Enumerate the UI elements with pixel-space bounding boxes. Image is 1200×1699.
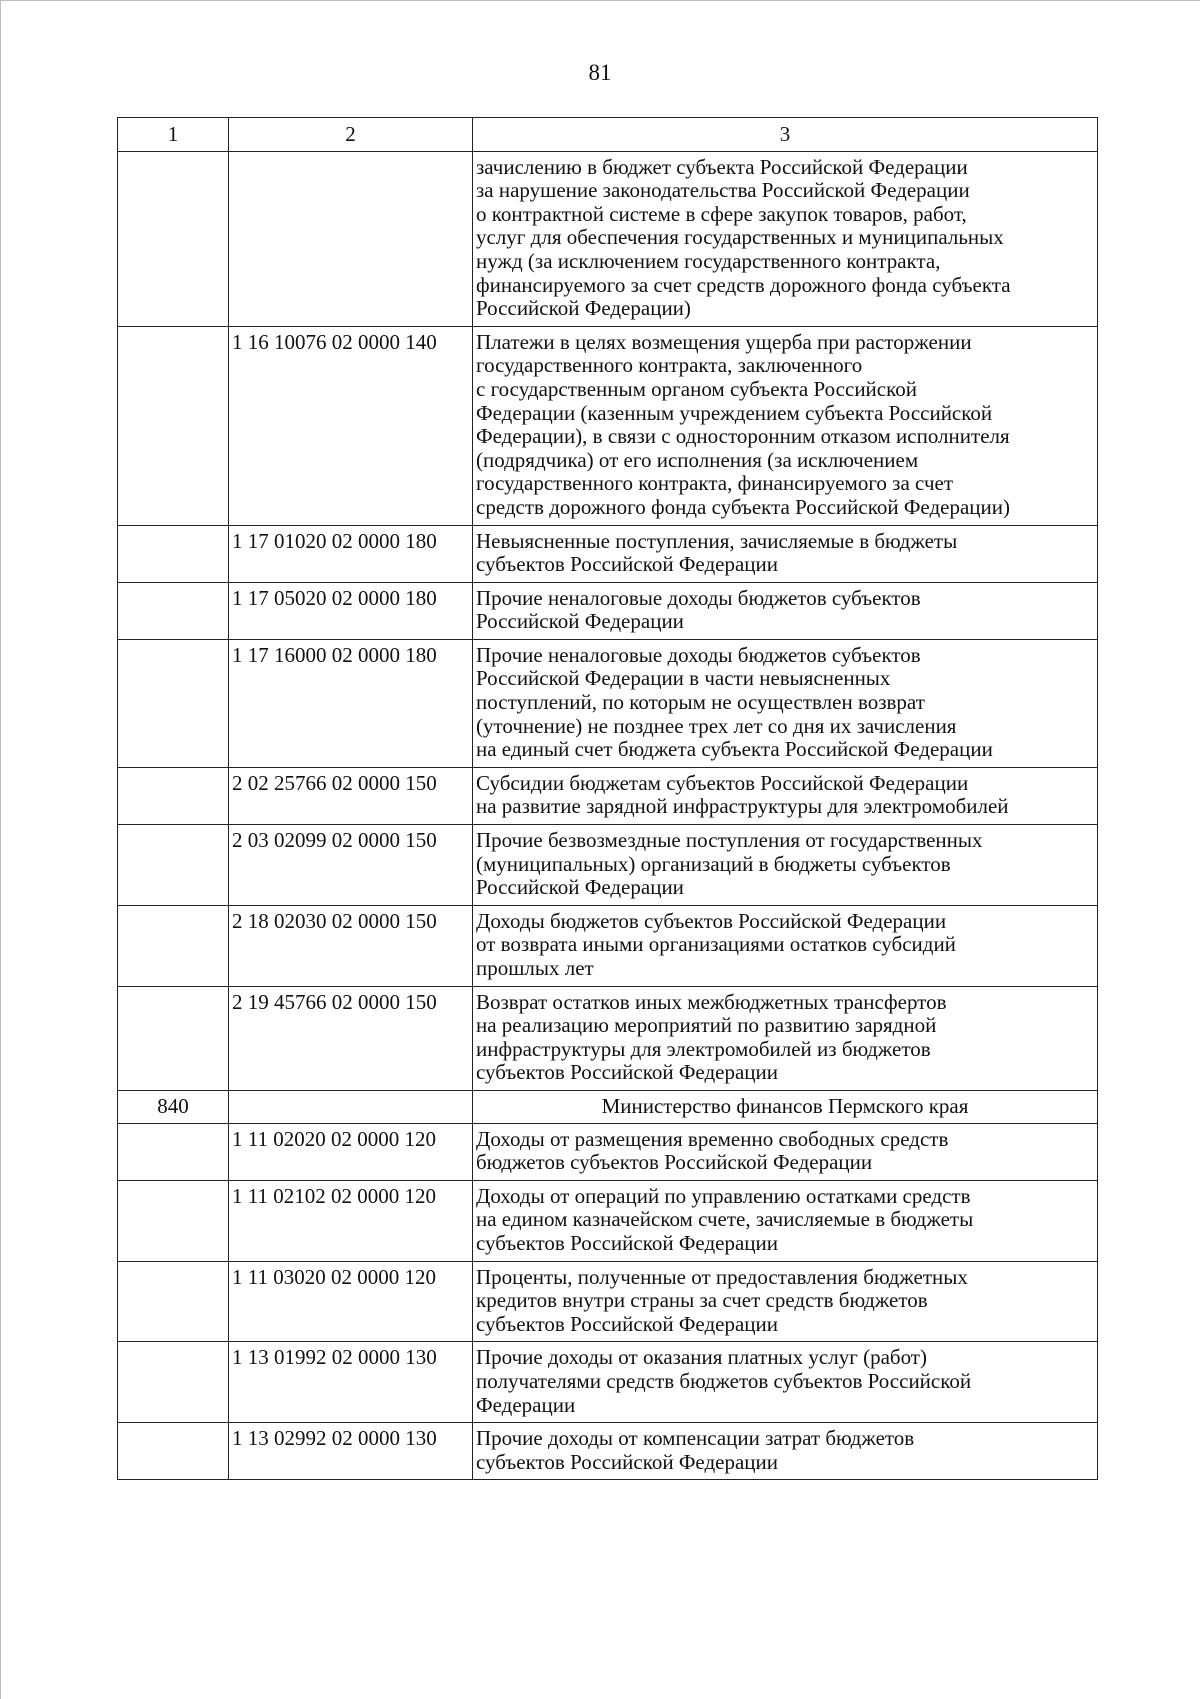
description-line: Федерации), в связи с односторонним отказом исполнителя [476, 424, 1010, 449]
table-body [118, 118, 1098, 1480]
description-line: государственного контракта, финансируемого за счет [476, 471, 954, 496]
revenue-description-cell [473, 767, 1098, 824]
description-line: бюджетов субъектов Российской Федерации [476, 1150, 873, 1175]
description-line: Российской Федерации [476, 875, 684, 900]
table-row [118, 639, 1098, 767]
description-line: Российской Федерации в части невыясненных [476, 666, 891, 691]
revenue-description-cell [473, 326, 1098, 525]
description-line: поступлений, по которым не осуществлен возврат [476, 690, 925, 715]
description-line: с государственным органом субъекта Российской [476, 376, 917, 401]
description-line: (муниципальных) организаций в бюджеты субъектов [476, 851, 951, 876]
description-line: финансируемого за счет средств дорожного фонда субъекта [476, 272, 1011, 297]
revenue-code-cell: 1 11 02102 02 0000 120 [229, 1180, 473, 1261]
administrator-section-row [118, 1090, 1098, 1123]
revenue-description-cell [473, 825, 1098, 906]
table-row [118, 986, 1098, 1090]
description-line: Прочие доходы от оказания платных услуг (работ) [476, 1345, 927, 1370]
description-line: Невыясненные поступления, зачисляемые в бюджеты [476, 528, 958, 553]
admin-code-cell [118, 825, 229, 906]
description-line: за нарушение законодательства Российской Федерации [476, 178, 970, 203]
revenue-description-cell [473, 1342, 1098, 1423]
description-line: Возврат остатков иных межбюджетных трансфертов [476, 989, 947, 1014]
revenue-description-cell [473, 1261, 1098, 1342]
description-line: Доходы от операций по управлению остатками средств [476, 1183, 971, 1208]
revenue-code-cell [229, 151, 473, 326]
table-row [118, 767, 1098, 824]
admin-code-cell [118, 986, 229, 1090]
description-line: Платежи в целях возмещения ущерба при расторжении [476, 329, 972, 354]
description-line: Федерации [476, 1392, 576, 1417]
description-line: Российской Федерации) [476, 296, 691, 321]
description-line: средств дорожного фонда субъекта Российской Федерации) [476, 494, 1011, 519]
admin-code-cell [118, 767, 229, 824]
table-row [118, 1180, 1098, 1261]
table-row [118, 1342, 1098, 1423]
revenue-code-cell: 1 16 10076 02 0000 140 [229, 326, 473, 525]
page-number: 81 [588, 60, 612, 85]
revenue-code-cell: 1 11 03020 02 0000 120 [229, 1261, 473, 1342]
description-line: Российской Федерации [476, 609, 684, 634]
description-line: о контрактной системе в сфере закупок товаров, работ, [476, 201, 967, 226]
description-line: Проценты, полученные от предоставления бюджетных [476, 1264, 968, 1289]
table-header-row [118, 118, 1098, 152]
description-line: субъектов Российской Федерации [476, 1311, 779, 1336]
table-row [118, 151, 1098, 326]
revenue-codes-table [117, 117, 1098, 1480]
description-line: Прочие неналоговые доходы бюджетов субъектов [476, 642, 921, 667]
description-line: получателями средств бюджетов субъектов Российской [476, 1368, 972, 1393]
revenue-code-cell: 2 18 02030 02 0000 150 [229, 905, 473, 986]
revenue-description-cell [473, 525, 1098, 582]
description-line: на едином казначейском счете, зачисляемые в бюджеты [476, 1207, 974, 1232]
description-line: Прочие доходы от компенсации затрат бюджетов [476, 1426, 915, 1451]
admin-code-cell [118, 151, 229, 326]
table-row [118, 905, 1098, 986]
administrator-name: Министерство финансов Пермского края [473, 1090, 1098, 1123]
admin-code-cell [118, 905, 229, 986]
description-line: Федерации (казенным учреждением субъекта Российской [476, 400, 993, 425]
admin-code-cell [118, 326, 229, 525]
description-line: Доходы бюджетов субъектов Российской Федерации [476, 908, 947, 933]
revenue-description-cell [473, 905, 1098, 986]
table-row [118, 582, 1098, 639]
revenue-description-cell [473, 639, 1098, 767]
description-line: Прочие неналоговые доходы бюджетов субъектов [476, 585, 921, 610]
description-line: (подрядчика) от его исполнения (за исключением [476, 447, 919, 472]
revenue-code-cell: 1 17 05020 02 0000 180 [229, 582, 473, 639]
revenue-code-cell: 2 03 02099 02 0000 150 [229, 825, 473, 906]
revenue-code-cell: 2 19 45766 02 0000 150 [229, 986, 473, 1090]
description-line: нужд (за исключением государственного контракта, [476, 248, 941, 273]
admin-code-cell [118, 639, 229, 767]
table-row [118, 1423, 1098, 1480]
revenue-description-cell [473, 151, 1098, 326]
table-row [118, 525, 1098, 582]
revenue-code-cell: 1 13 02992 02 0000 130 [229, 1423, 473, 1480]
column-header-3: 3 [473, 118, 1098, 152]
description-line: кредитов внутри страны за счет средств бюджетов [476, 1288, 928, 1313]
description-line: зачислению в бюджет субъекта Российской Федерации [476, 154, 968, 179]
admin-code-cell [118, 1180, 229, 1261]
description-line: субъектов Российской Федерации [476, 1449, 779, 1474]
column-header-2: 2 [229, 118, 473, 152]
description-line: субъектов Российской Федерации [476, 1230, 779, 1255]
revenue-description-cell [473, 986, 1098, 1090]
table-row [118, 1261, 1098, 1342]
description-line: на реализацию мероприятий по развитию зарядной [476, 1013, 937, 1038]
admin-code-cell [118, 1123, 229, 1180]
description-line: Субсидии бюджетам субъектов Российской Федерации [476, 770, 969, 795]
revenue-code-cell: 1 13 01992 02 0000 130 [229, 1342, 473, 1423]
description-line: на единый счет бюджета субъекта Российской Федерации [476, 737, 993, 762]
description-line: Прочие безвозмездные поступления от государственных [476, 828, 983, 853]
revenue-description-cell [473, 1423, 1098, 1480]
revenue-code-cell: 2 02 25766 02 0000 150 [229, 767, 473, 824]
description-line: государственного контракта, заключенного [476, 353, 863, 378]
table-row [118, 326, 1098, 525]
revenue-code-cell: 1 11 02020 02 0000 120 [229, 1123, 473, 1180]
admin-code-cell [118, 525, 229, 582]
description-line: субъектов Российской Федерации [476, 1060, 779, 1085]
revenue-description-cell [473, 582, 1098, 639]
description-line: (уточнение) не позднее трех лет со дня их зачисления [476, 713, 957, 738]
admin-code-cell [118, 582, 229, 639]
revenue-description-cell [473, 1180, 1098, 1261]
description-line: от возврата иными организациями остатков субсидий [476, 932, 956, 957]
revenue-code-cell: 1 17 16000 02 0000 180 [229, 639, 473, 767]
description-line: Доходы от размещения временно свободных средств [476, 1126, 949, 1151]
revenue-code-cell: 1 17 01020 02 0000 180 [229, 525, 473, 582]
column-header-1: 1 [118, 118, 229, 152]
revenue-description-cell [473, 1123, 1098, 1180]
description-line: услуг для обеспечения государственных и муниципальных [476, 225, 1004, 250]
administrator-code: 840 [118, 1090, 229, 1123]
description-line: субъектов Российской Федерации [476, 552, 779, 577]
table-row [118, 825, 1098, 906]
admin-code-cell [118, 1261, 229, 1342]
description-line: инфраструктуры для электромобилей из бюджетов [476, 1036, 931, 1061]
description-line: прошлых лет [476, 956, 594, 980]
table-row [118, 1123, 1098, 1180]
admin-code-cell [118, 1342, 229, 1423]
admin-code-cell [118, 1423, 229, 1480]
revenue-code-cell [229, 1090, 473, 1123]
description-line: на развитие зарядной инфраструктуры для электромобилей [476, 794, 1009, 819]
